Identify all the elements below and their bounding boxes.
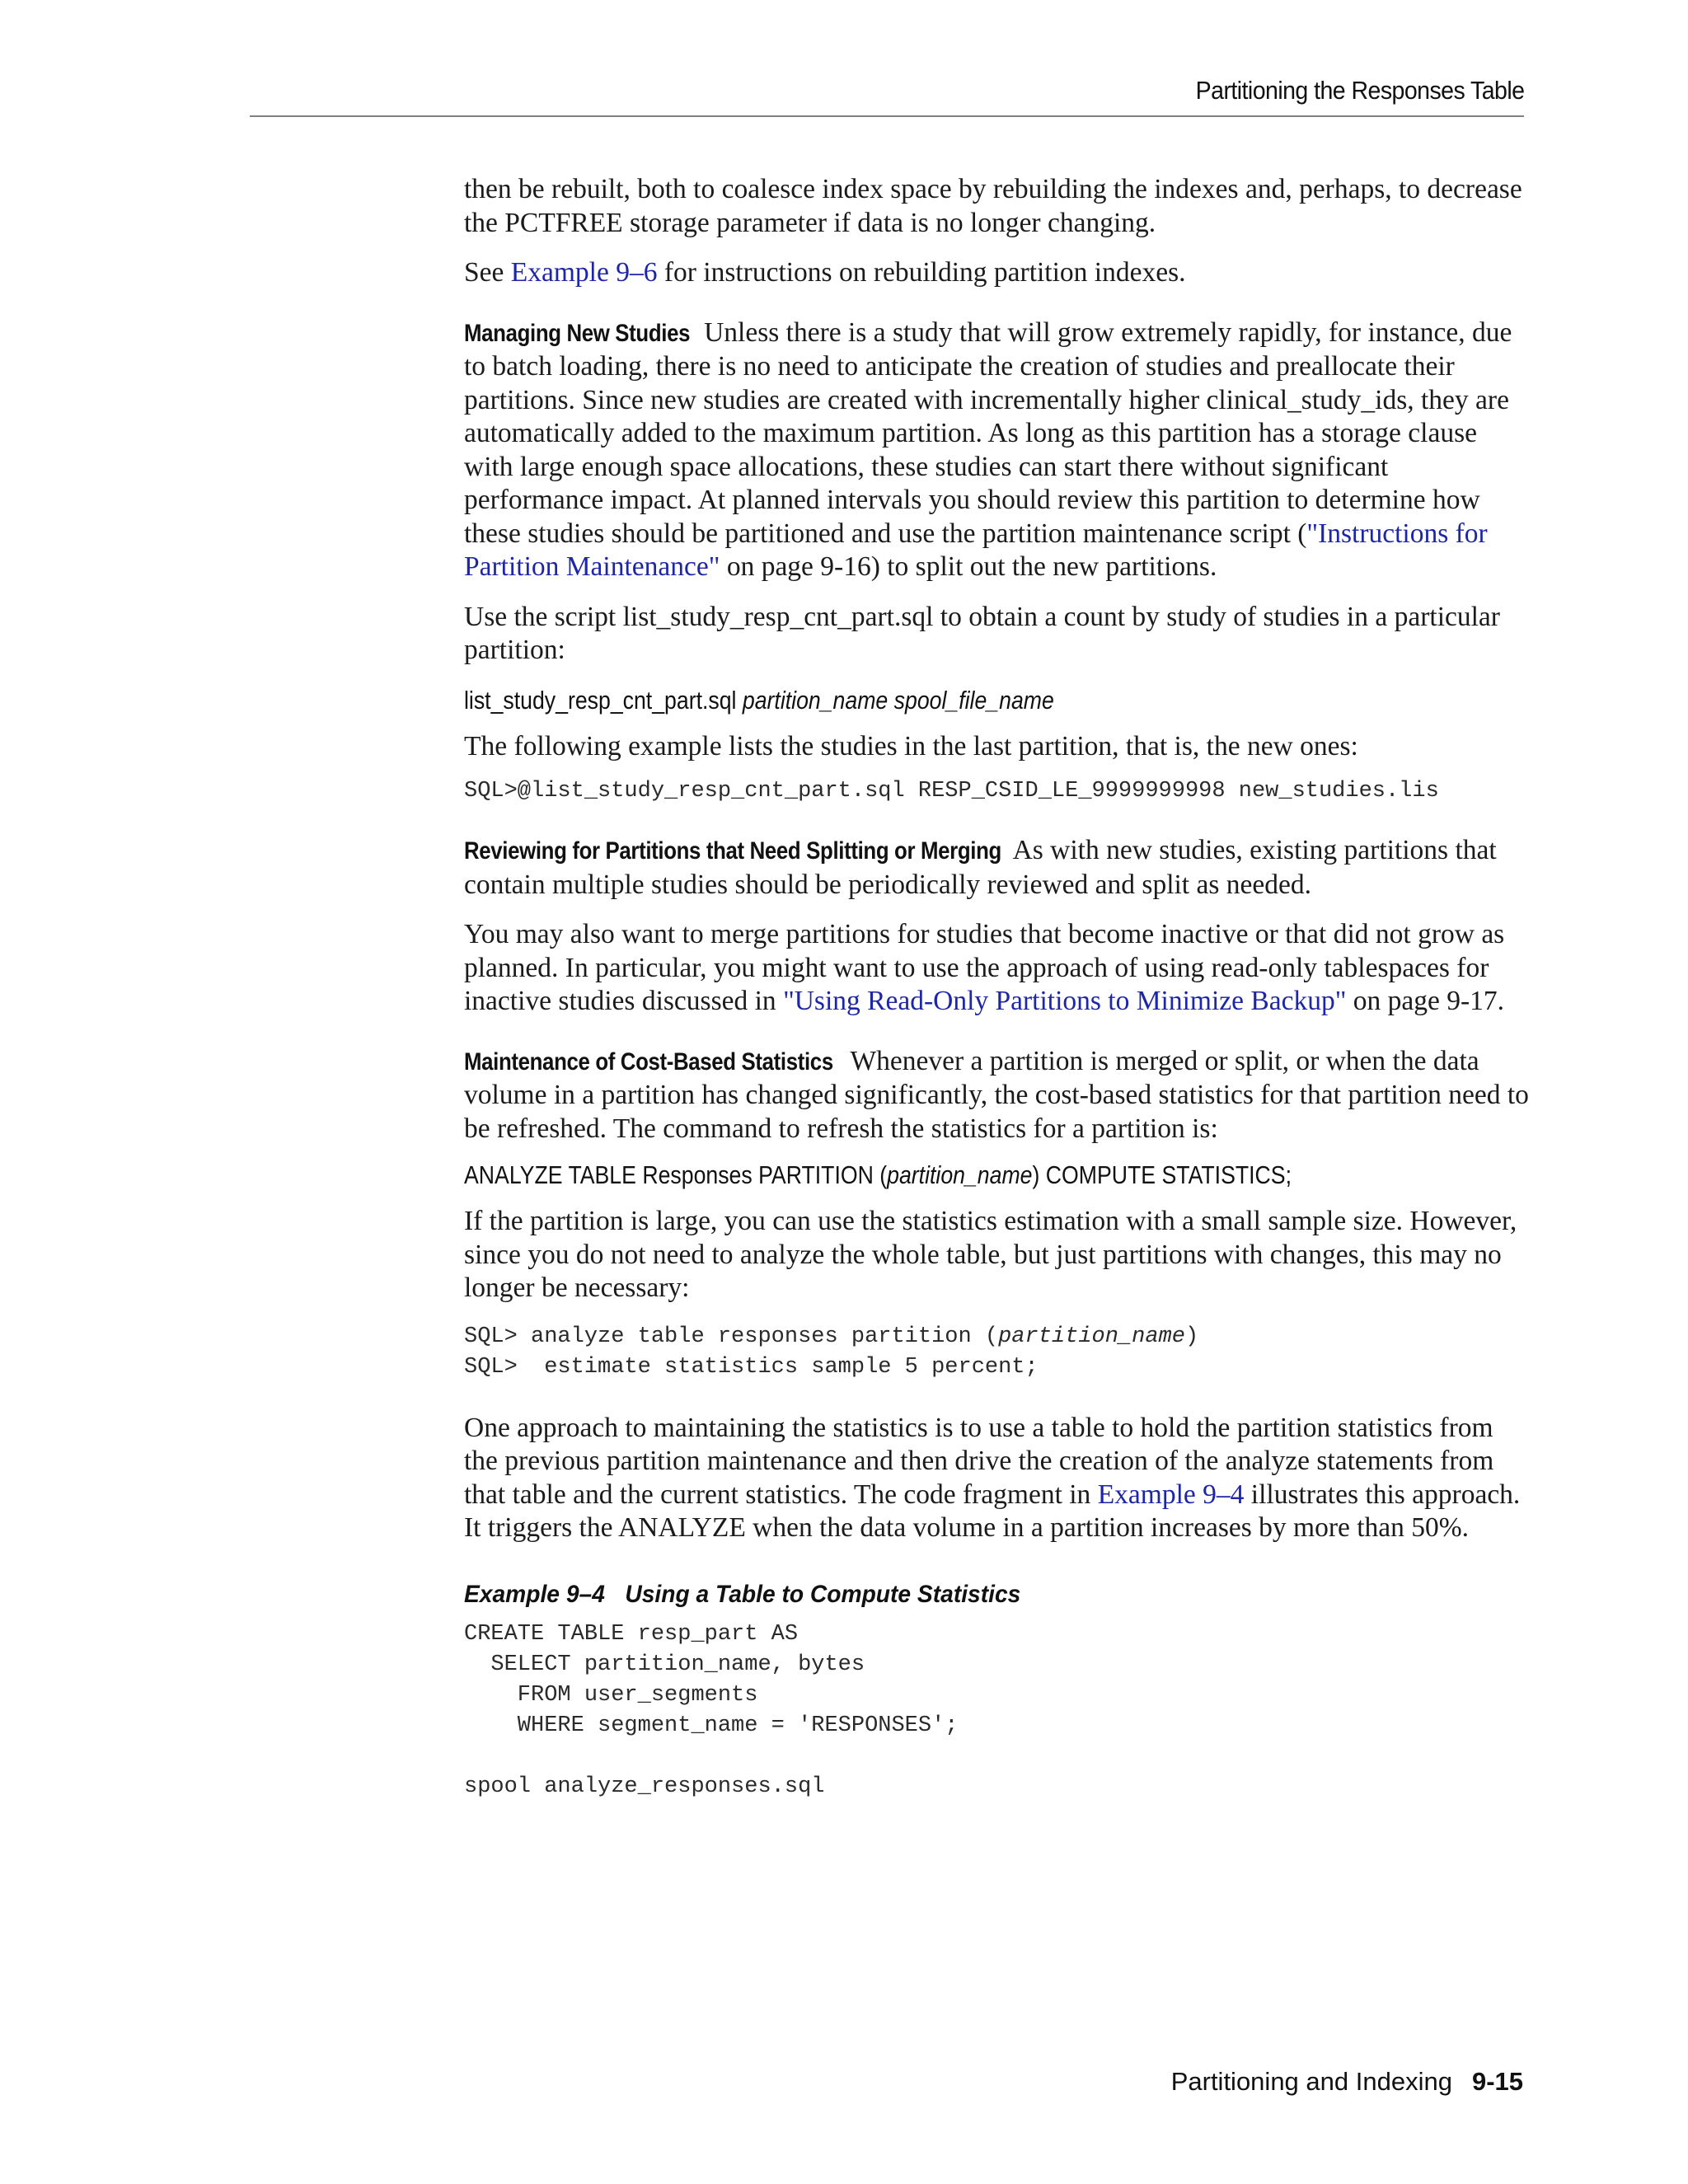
- example-title: Using a Table to Compute Statistics: [625, 1580, 1021, 1608]
- text: As with new studies, existing partitions that contain multiple studies should be periodically reviewed and split as needed.: [464, 835, 1497, 900]
- main-content: [464, 173, 1529, 1802]
- example-label: Example 9–4: [464, 1580, 605, 1608]
- example-caption: [464, 1578, 1465, 1611]
- link-example-9-6[interactable]: Example 9–6: [510, 257, 658, 288]
- text: on page 9-17.: [1346, 986, 1505, 1016]
- argument: partition_name: [742, 685, 889, 715]
- command-syntax-list-study: [464, 684, 1380, 717]
- paragraph-see-example: [464, 256, 1529, 290]
- text: ANALYZE TABLE Responses PARTITION (: [464, 1160, 888, 1189]
- text: on page 9-16) to split out the new partitions.: [720, 551, 1217, 582]
- running-header-title: Partitioning the Responses Table: [1195, 76, 1524, 105]
- paragraph-merge-partitions: [464, 918, 1529, 1019]
- paragraph-large-partition: If the partition is large, you can use the statistics estimation with a small sample size. However, since you do not need to analyze the whole table, but just partitions with changes, this may no longer be necessary:: [464, 1206, 1517, 1303]
- text: ) COMPUTE STATISTICS;: [1032, 1160, 1292, 1189]
- paragraph-rebuild: then be rebuilt, both to coalesce index space by rebuilding the indexes and, perhaps, to decrease the PCTFREE storage parameter if data is no longer changing.: [464, 174, 1522, 238]
- argument: partition_name: [887, 1160, 1033, 1189]
- paragraph-example-intro: The following example lists the studies in the last partition, that is, the new ones:: [464, 730, 1358, 762]
- section-heading: Maintenance of Cost-Based Statistics: [464, 1047, 833, 1076]
- page-number: 9-15: [1471, 2067, 1523, 2096]
- code-argument: partition_name: [998, 1324, 1185, 1349]
- code-text: SQL> estimate statistics sample 5 percent;: [464, 1354, 1039, 1380]
- code-text: ): [1184, 1324, 1199, 1349]
- section-reviewing-partitions: [464, 834, 1529, 902]
- text: You may also want to merge partitions for studies that become inactive or that did not grow as planned. In particular, you might want to use the approach of using read-only tablespaces for inactive studies discussed in: [464, 919, 1505, 1016]
- paragraph-use-script: Use the script list_study_resp_cnt_part.sql to obtain a count by study of studies in a particular partition:: [464, 601, 1500, 665]
- text: See: [464, 257, 511, 288]
- page-header: [250, 74, 1524, 117]
- link-instructions-partition-maintenance[interactable]: "Instructions for Partition Maintenance": [464, 518, 1488, 582]
- text: Unless there is a study that will grow extremely rapidly, for instance, due to batch loading, there is no need to anticipate the creation of studies and preallocate their partitions. Since new studies are created with incrementally higher clinical_study_ids, they are automatically added to the maximum partition. As long as this partition has a storage clause with large enough space allocations, these studies can start there without significant performance impact. At planned intervals you should review this partition to determine how these studies should be partitioned and use the partition maintenance script (: [464, 316, 1512, 549]
- script-name: list_study_resp_cnt_part.sql: [464, 685, 737, 715]
- section-managing-new-studies: [464, 316, 1529, 584]
- command-syntax-analyze: [464, 1159, 1380, 1192]
- page-footer: [1171, 2067, 1523, 2097]
- section-heading: Managing New Studies: [464, 319, 691, 347]
- link-example-9-4[interactable]: Example 9–4: [1097, 1479, 1245, 1510]
- footer-chapter: Partitioning and Indexing: [1170, 2067, 1452, 2096]
- section-cost-based-statistics: [464, 1045, 1529, 1146]
- code-create-table: CREATE TABLE resp_part AS SELECT partition_name, bytes FROM user_segments WHERE segment_name = 'RESPONSES'; spool analyze_responses.sql: [464, 1621, 959, 1799]
- text: for instructions on rebuilding partition indexes.: [657, 257, 1186, 288]
- section-heading: Reviewing for Partitions that Need Splitting or Merging: [464, 837, 1001, 865]
- argument: spool_file_name: [893, 685, 1054, 715]
- link-read-only-partitions[interactable]: "Using Read-Only Partitions to Minimize Backup": [783, 986, 1347, 1016]
- code-list-study: SQL>@list_study_resp_cnt_part.sql RESP_CSID_LE_9999999998 new_studies.lis: [464, 779, 1439, 804]
- text: One approach to maintaining the statistics is to use a table to hold the partition statistics from the previous partition maintenance and then drive the creation of the analyze statements from that table and the current statistics. The code fragment in: [464, 1412, 1494, 1510]
- text: Whenever a partition is merged or split, or when the data volume in a partition has changed significantly, the cost-based statistics for that partition need to be refreshed. The command to refresh the statistics for a partition is:: [464, 1045, 1529, 1144]
- code-analyze-estimate: [464, 1322, 1529, 1383]
- code-text: SQL> analyze table responses partition (: [464, 1324, 999, 1349]
- paragraph-one-approach: [464, 1412, 1529, 1545]
- text: illustrates this approach. It triggers the ANALYZE when the data volume in a partition increases by more than 50%.: [464, 1479, 1521, 1543]
